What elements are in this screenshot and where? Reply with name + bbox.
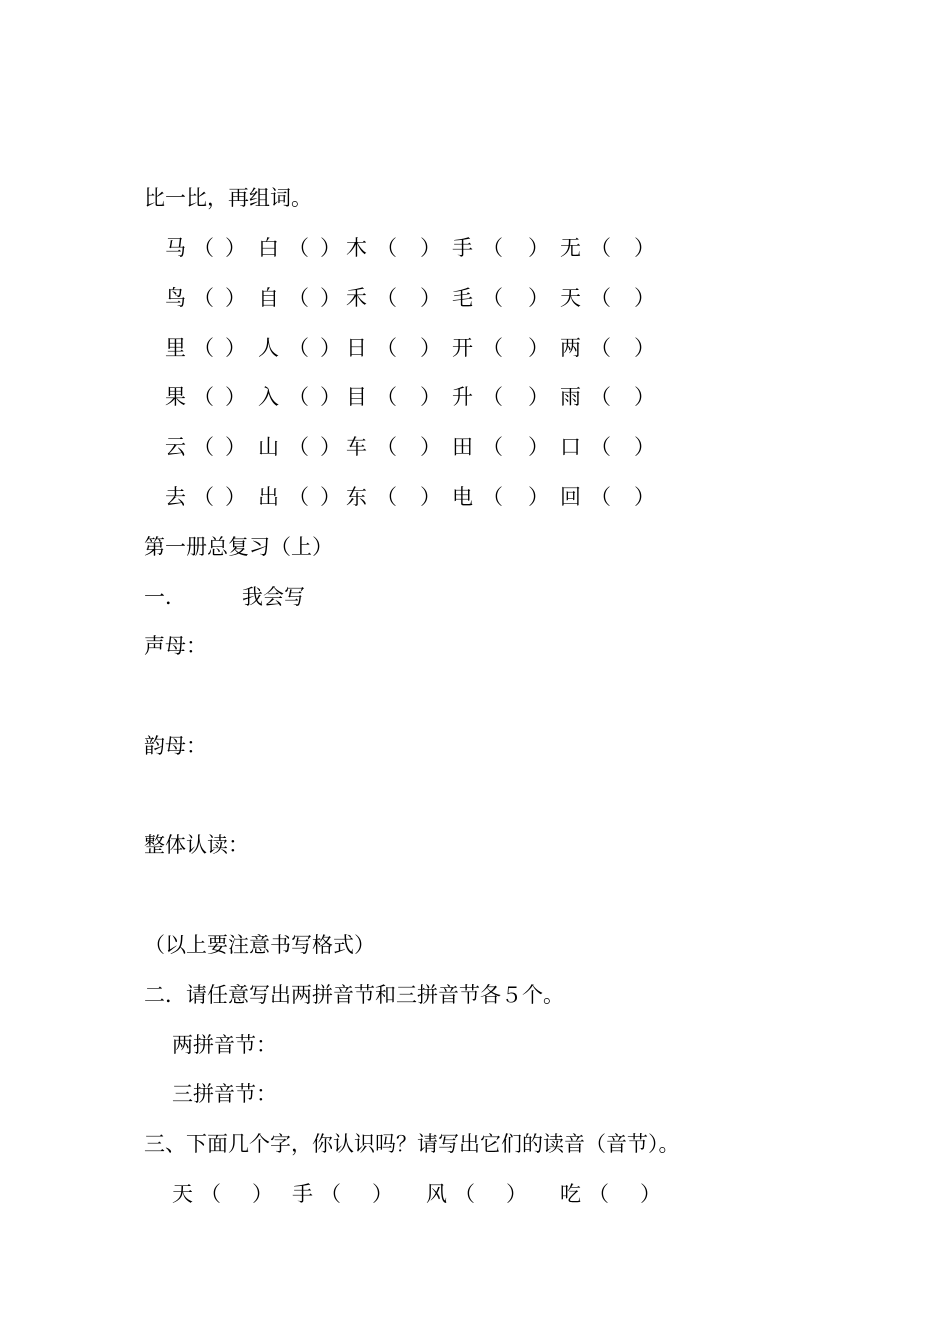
part3-char: 天	[172, 1182, 193, 1206]
compare-char: 人	[258, 336, 279, 360]
compare-char: 出	[258, 485, 279, 509]
compare-char: 雨	[560, 385, 581, 409]
answer-blank-close: ）	[420, 286, 441, 310]
answer-blank-open: （	[590, 435, 611, 459]
shengmu-label: 声母：	[144, 634, 207, 658]
answer-blank-open: （	[590, 336, 611, 360]
answer-blank-close: ）	[528, 286, 549, 310]
answer-blank-close: ）	[634, 236, 655, 260]
answer-blank-close: ）	[528, 236, 549, 260]
answer-blank-open: （	[288, 435, 309, 459]
answer-blank-open: （	[376, 336, 397, 360]
part3-question: 三、下面几个字，你认识吗？请写出它们的读音（音节）。	[144, 1132, 680, 1156]
answer-blank-open: （	[482, 286, 503, 310]
answer-blank-close: ）	[420, 435, 441, 459]
answer-blank-close: ）	[634, 435, 655, 459]
answer-blank-open: （	[376, 286, 397, 310]
answer-blank-close: ）	[225, 435, 246, 459]
compare-char: 鸟	[165, 286, 186, 310]
answer-blank-close: ）	[320, 286, 341, 310]
compare-char: 去	[165, 485, 186, 509]
answer-blank-close: ）	[320, 336, 341, 360]
compare-char: 无	[560, 236, 581, 260]
compare-char: 木	[346, 236, 367, 260]
part3-chars-row	[0, 1179, 950, 1209]
liangpin-label: 两拼音节：	[172, 1033, 277, 1057]
zhengti-label: 整体认读：	[144, 833, 249, 857]
compare-char: 毛	[452, 286, 473, 310]
part1-number: 一．	[144, 585, 186, 609]
answer-blank-close: ）	[528, 485, 549, 509]
compare-char: 山	[258, 435, 279, 459]
compare-char: 里	[165, 336, 186, 360]
answer-blank-open: （	[200, 1182, 221, 1206]
answer-blank-open: （	[193, 336, 214, 360]
answer-blank-open: （	[320, 1182, 341, 1206]
compare-char: 回	[560, 485, 581, 509]
compare-row	[0, 382, 950, 412]
yunmu-label: 韵母：	[144, 734, 207, 758]
answer-blank-open: （	[482, 236, 503, 260]
answer-blank-open: （	[590, 385, 611, 409]
answer-blank-open: （	[288, 286, 309, 310]
answer-blank-close: ）	[420, 336, 441, 360]
compare-char: 白	[258, 236, 279, 260]
answer-blank-close: ）	[320, 435, 341, 459]
answer-blank-close: ）	[528, 336, 549, 360]
review-heading: 第一册总复习（上）	[144, 535, 333, 559]
answer-blank-open: （	[376, 385, 397, 409]
compare-char: 车	[346, 435, 367, 459]
answer-blank-open: （	[482, 485, 503, 509]
part3-char: 手	[292, 1182, 313, 1206]
answer-blank-open: （	[588, 1182, 609, 1206]
compare-char: 天	[560, 286, 581, 310]
answer-blank-open: （	[288, 385, 309, 409]
answer-blank-close: ）	[506, 1182, 527, 1206]
part2-question: 二．请任意写出两拼音节和三拼音节各５个。	[144, 983, 564, 1007]
answer-blank-open: （	[288, 336, 309, 360]
compare-char: 升	[452, 385, 473, 409]
answer-blank-open: （	[193, 385, 214, 409]
answer-blank-close: ）	[252, 1182, 273, 1206]
compare-char: 自	[258, 286, 279, 310]
answer-blank-close: ）	[320, 236, 341, 260]
compare-char: 云	[165, 435, 186, 459]
answer-blank-close: ）	[420, 485, 441, 509]
compare-char: 马	[165, 236, 186, 260]
sanpin-label: 三拼音节：	[172, 1082, 277, 1106]
answer-blank-open: （	[482, 385, 503, 409]
format-note: （以上要注意书写格式）	[144, 933, 375, 957]
compare-row	[0, 283, 950, 313]
answer-blank-open: （	[590, 485, 611, 509]
answer-blank-close: ）	[225, 385, 246, 409]
compare-char: 禾	[346, 286, 367, 310]
answer-blank-close: ）	[634, 336, 655, 360]
answer-blank-open: （	[376, 435, 397, 459]
answer-blank-close: ）	[225, 336, 246, 360]
answer-blank-open: （	[454, 1182, 475, 1206]
compare-title: 比一比，再组词。	[144, 186, 312, 210]
compare-char: 果	[165, 385, 186, 409]
compare-char: 东	[346, 485, 367, 509]
answer-blank-close: ）	[420, 236, 441, 260]
answer-blank-close: ）	[225, 236, 246, 260]
compare-row	[0, 482, 950, 512]
answer-blank-close: ）	[634, 286, 655, 310]
answer-blank-close: ）	[420, 385, 441, 409]
answer-blank-open: （	[193, 286, 214, 310]
compare-char: 电	[452, 485, 473, 509]
answer-blank-open: （	[482, 336, 503, 360]
compare-char: 两	[560, 336, 581, 360]
answer-blank-open: （	[482, 435, 503, 459]
answer-blank-open: （	[376, 485, 397, 509]
answer-blank-close: ）	[528, 435, 549, 459]
answer-blank-open: （	[193, 435, 214, 459]
compare-char: 目	[346, 385, 367, 409]
answer-blank-close: ）	[634, 385, 655, 409]
answer-blank-close: ）	[320, 385, 341, 409]
answer-blank-close: ）	[634, 485, 655, 509]
answer-blank-open: （	[193, 236, 214, 260]
answer-blank-close: ）	[225, 485, 246, 509]
answer-blank-open: （	[288, 236, 309, 260]
answer-blank-close: ）	[528, 385, 549, 409]
answer-blank-open: （	[376, 236, 397, 260]
compare-char: 口	[560, 435, 581, 459]
compare-char: 入	[258, 385, 279, 409]
part3-char: 风	[426, 1182, 447, 1206]
part3-char: 吃	[560, 1182, 581, 1206]
answer-blank-open: （	[590, 236, 611, 260]
compare-row	[0, 233, 950, 263]
compare-char: 开	[452, 336, 473, 360]
answer-blank-open: （	[288, 485, 309, 509]
compare-char: 田	[452, 435, 473, 459]
compare-row	[0, 432, 950, 462]
answer-blank-open: （	[590, 286, 611, 310]
answer-blank-open: （	[193, 485, 214, 509]
compare-char: 手	[452, 236, 473, 260]
part1-title: 我会写	[242, 585, 305, 609]
answer-blank-close: ）	[225, 286, 246, 310]
compare-row	[0, 333, 950, 363]
answer-blank-close: ）	[320, 485, 341, 509]
answer-blank-close: ）	[372, 1182, 393, 1206]
answer-blank-close: ）	[640, 1182, 661, 1206]
compare-char: 日	[346, 336, 367, 360]
